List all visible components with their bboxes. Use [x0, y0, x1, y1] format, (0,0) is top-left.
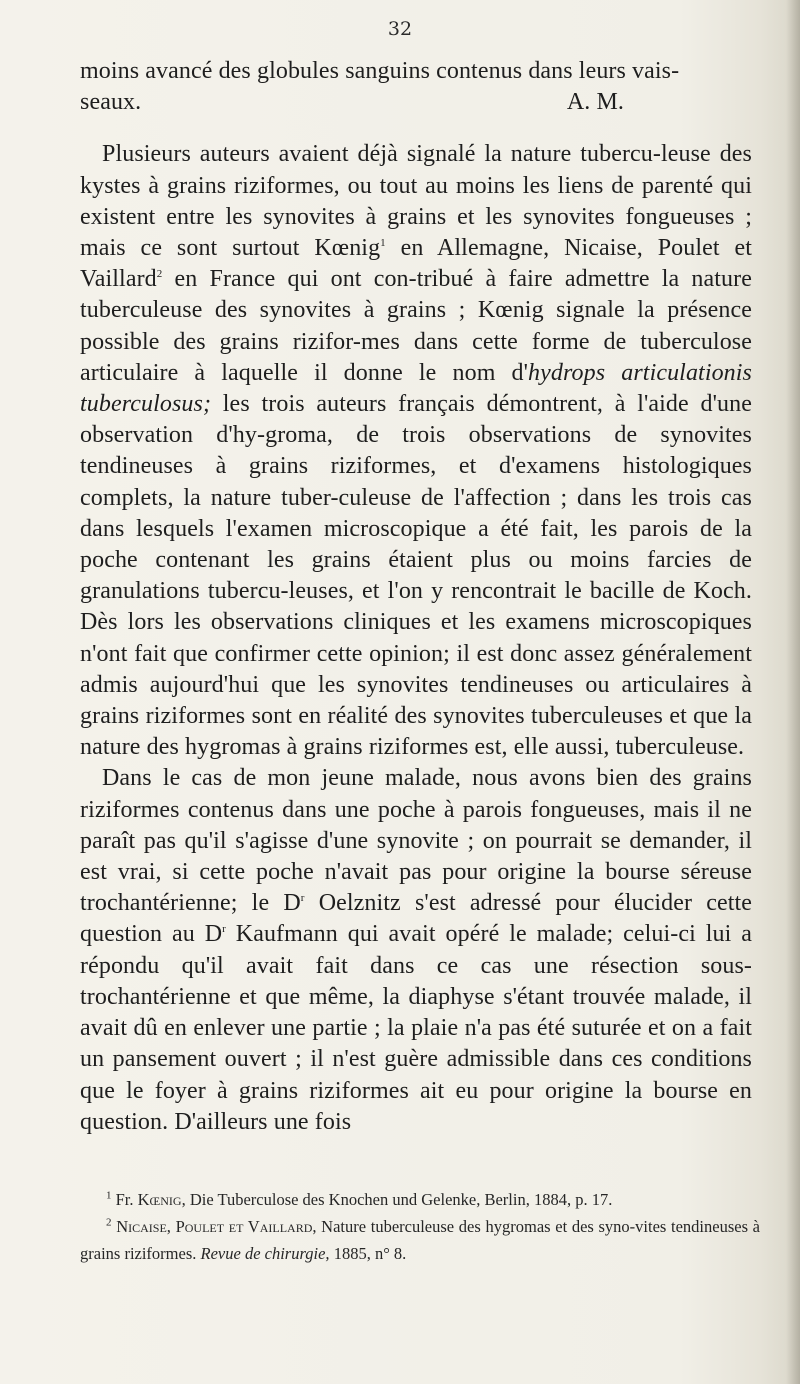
footnote-2 [80, 1213, 760, 1267]
paragraph-1-part-3: en France qui ont con-tribué à faire admettre la nature tuberculeuse des synovites à grains ; Kœnig signale la présence possible des grains rizifor-mes dans cette forme de tuberculose articulaire à laquelle il donne le nom d' [80, 266, 752, 386]
page-edge-shadow [786, 0, 800, 1384]
opening-signature-line [80, 87, 752, 118]
paragraph-2-part-2: Oelznitz s'est adressé pour élucider cette question au D [80, 890, 752, 948]
opening-line [80, 56, 752, 87]
footnote-2-text: , Nature tuberculeuse des hygromas et des syno-vites tendineuses à grains riziformes. [80, 1217, 760, 1263]
opening-line-1: moins avancé des globules sanguins contenus dans leurs vais- [80, 58, 680, 84]
author-signature: A. M. [566, 89, 624, 116]
page-number: 32 [387, 18, 413, 40]
paragraph-2-part-3: Kaufmann qui avait opéré le malade; celui-ci lui a répondu qu'il avait fait dans ce cas une résection sous-trochantérienne et que même, la diaphyse s'étant trouvée malade, il avait dû en enlever une partie ; la plaie n'a pas été suturée et on a fait un pansement ouvert ; il n'est guère admissible dans ces conditions que le foyer à grains riziformes ait eu pour origine la bourse en question. D'ailleurs une fois [80, 921, 752, 1135]
footnote-2-author: Nicaise, Poulet et Vaillard [116, 1217, 313, 1236]
footnote-1-text: , Die Tuberculose des Knochen und Gelenke, Berlin, 1884, p. 17. [181, 1190, 613, 1209]
footnote-2-number: 2 [106, 1216, 112, 1229]
body-text [80, 56, 752, 1138]
paragraph-1-part-2: en Allemagne, Nicaise, Poulet et Vaillard [80, 235, 752, 293]
footnote-2-journal: Revue de chirurgie, [200, 1244, 330, 1263]
opening-line-2: seaux. [80, 89, 142, 116]
paragraph-1 [80, 139, 752, 763]
doctor-abbrev-sup-1: r [300, 892, 305, 905]
paragraph-2-part-1: Dans le cas de mon jeune malade, nous avons bien des grains riziformes contenus dans une poche à parois fongueuses, mais il ne paraît pas qu'il s'agisse d'une synovite ; on pourrait se demander, il est vrai, si cette poche n'avait pas pour origine la bourse séreuse trochantérienne; le D [80, 765, 752, 917]
paragraph-1-part-1: Plusieurs auteurs avaient déjà signalé la nature tubercu-leuse des kystes à grains riziformes, ou tout au moins les liens de parenté qui existent entre les synovites à grains et les synovites fongueuses ; mais ce sont surtout Kœnig [80, 141, 752, 262]
footnote-1-prefix: Fr. [115, 1190, 138, 1209]
paragraph-2 [80, 763, 752, 1137]
doctor-abbrev-sup-2: r [222, 923, 226, 936]
footnotes [80, 1186, 760, 1267]
footnote-1 [80, 1186, 760, 1213]
paragraph-1-italic-term: hydrops articulationis tuberculosus; [80, 359, 752, 418]
footnote-ref-2: 2 [156, 268, 163, 281]
footnote-ref-1: 1 [380, 237, 386, 250]
footnote-1-number: 1 [106, 1189, 112, 1202]
paragraph-1-part-4: les trois auteurs français démontrent, à l'aide d'une observation d'hy-groma, de trois observations de synovites tendineuses à grains riziformes, et d'examens histologiques complets, la nature tuber-culeuse de l'affection ; dans les trois cas dans lesquels l'examen microscopique a été fait, les parois de la poche contenant les grains étaient plus ou moins farcies de granulations tubercu-leuses, et l'on y rencontrait le bacille de Koch. Dès lors les observations cliniques et les examens microscopiques n'ont fait que confirmer cette opinion; il est donc assez généralement admis aujourd'hui que les synovites tendineuses ou articulaires à grains riziformes sont en réalité des synovites tuberculeuses et que la nature des hygromas à grains riziformes est, elle aussi, tuberculeuse. [80, 391, 752, 761]
footnote-2-tail: 1885, n° 8. [329, 1244, 407, 1263]
footnote-1-author: Kœnig [137, 1190, 182, 1209]
